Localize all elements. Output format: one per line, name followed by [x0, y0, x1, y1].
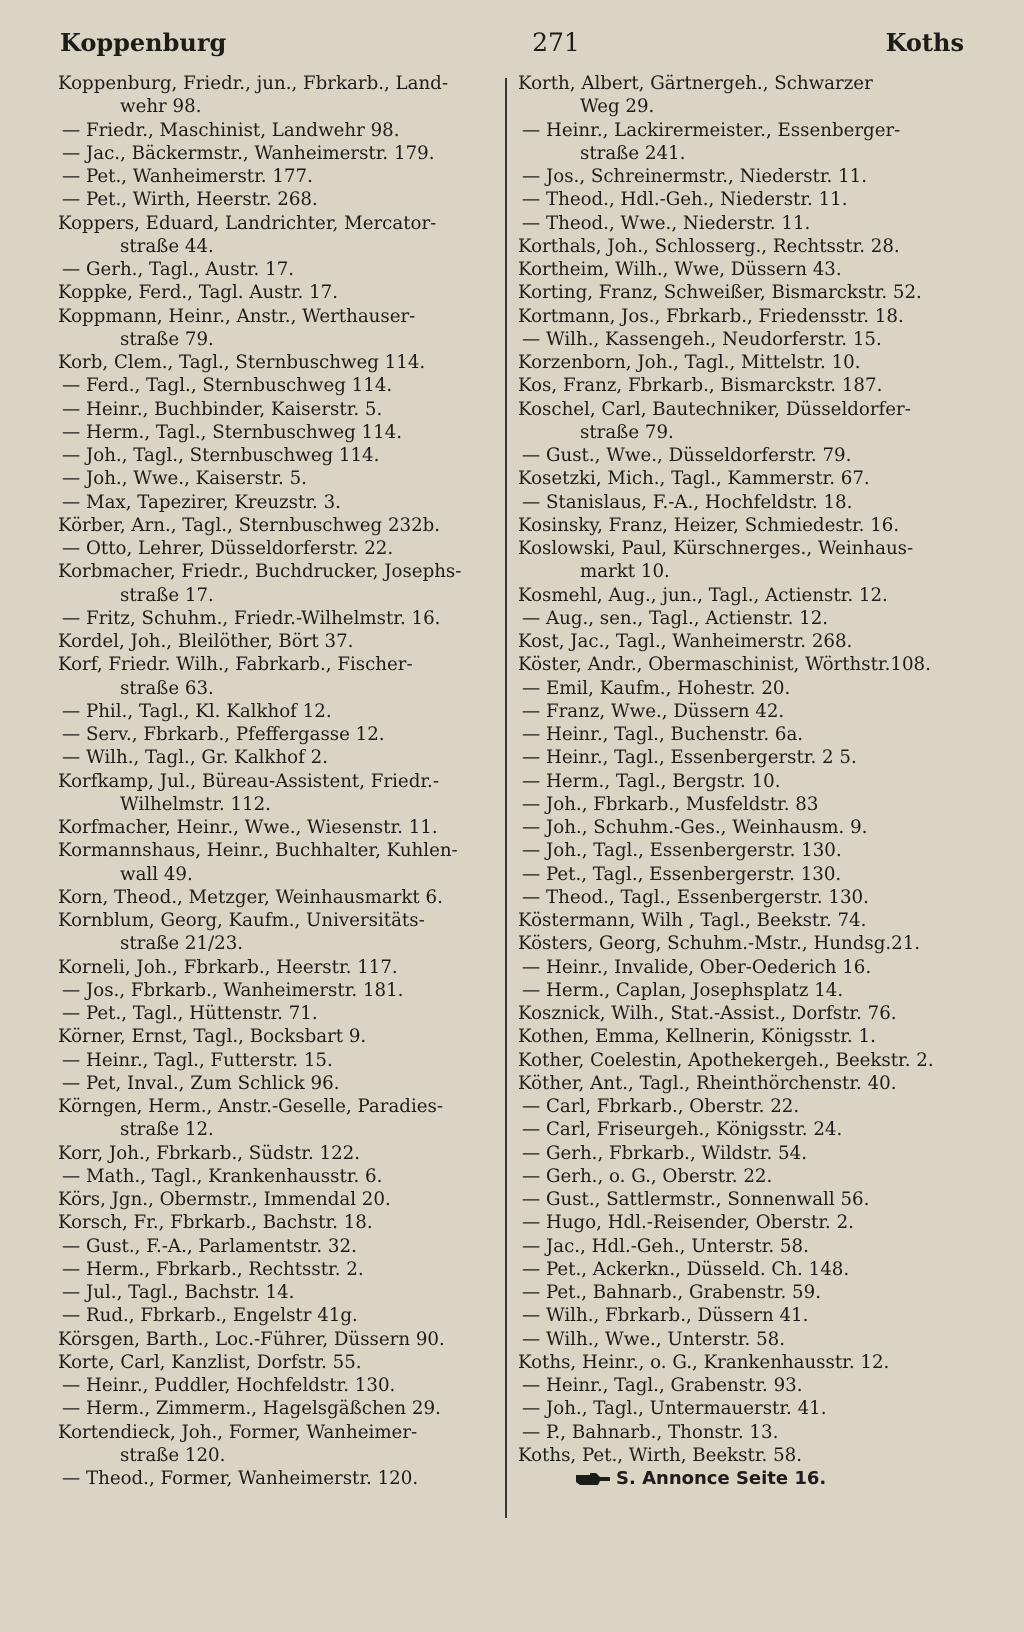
header-left-keyword: Koppenburg [60, 27, 227, 57]
right-column [518, 72, 958, 1490]
directory-entry: Koppmann, Heinr., Anstr., Werthauser- [58, 305, 416, 327]
directory-entry: — Fritz, Schuhm., Friedr.-Wilhelmstr. 16. [62, 607, 441, 629]
directory-entry: Kornblum, Georg, Kaufm., Universitäts- [58, 910, 425, 931]
page-number: 271 [532, 27, 580, 57]
directory-entry: — Heinr., Tagl., Buchenstr. 6a. [522, 724, 804, 745]
directory-entry: — Theod., Former, Wanheimerstr. 120. [62, 1468, 419, 1489]
directory-entry: Korfkamp, Jul., Büreau-Assistent, Friedr.- [58, 770, 439, 792]
directory-entry: — Pet., Tagl., Hüttenstr. 71. [62, 1003, 318, 1024]
directory-entry: — Max, Tapezirer, Kreuzstr. 3. [62, 491, 341, 513]
directory-entry: — Wilh., Tagl., Gr. Kalkhof 2. [62, 747, 328, 769]
directory-entry: Kordel, Joh., Bleilöther, Bört 37. [58, 631, 354, 652]
entry-continuation: straße 17. [120, 584, 214, 606]
directory-entry: Korte, Carl, Kanzlist, Dorfstr. 55. [58, 1351, 362, 1373]
directory-entry: — Heinr., Tagl., Essenbergerstr. 2 5. [522, 747, 857, 769]
directory-entry: — Carl, Friseurgeh., Königsstr. 24. [522, 1119, 843, 1141]
directory-entry: — Ferd., Tagl., Sternbuschweg 114. [62, 375, 393, 397]
directory-entry: — Franz, Wwe., Düssern 42. [522, 700, 785, 722]
directory-entry: Kother, Coelestin, Apothekergeh., Beekstr. 2. [518, 1049, 934, 1071]
directory-entry: Korr, Joh., Fbrkarb., Südstr. 122. [58, 1142, 361, 1164]
directory-entry: — Pet., Tagl., Essenbergerstr. 130. [522, 863, 842, 885]
directory-entry: — Jos., Schreinermstr., Niederstr. 11. [522, 166, 868, 187]
directory-entry: Kosmehl, Aug., jun., Tagl., Actienstr. 12. [518, 584, 888, 606]
directory-entry: Koths, Heinr., o. G., Krankenhausstr. 12. [518, 1351, 890, 1373]
directory-entry: — Math., Tagl., Krankenhausstr. 6. [62, 1165, 383, 1187]
directory-entry: — Joh., Tagl., Untermauerstr. 41. [522, 1398, 827, 1420]
directory-entry: — Herm., Zimmerm., Hagelsgäßchen 29. [62, 1398, 441, 1420]
directory-entry: — Pet., Ackerkn., Düsseld. Ch. 148. [522, 1258, 850, 1280]
directory-entry: Kösters, Georg, Schuhm.-Mstr., Hundsg.21. [518, 933, 921, 955]
directory-entry: — Wilh., Fbrkarb., Düssern 41. [522, 1305, 809, 1327]
directory-entry: — Joh., Wwe., Kaiserstr. 5. [62, 468, 307, 490]
directory-entry: Korzenborn, Joh., Tagl., Mittelstr. 10. [518, 352, 861, 373]
directory-entry: Korneli, Joh., Fbrkarb., Heerstr. 117. [58, 956, 398, 978]
directory-entry: — Serv., Fbrkarb., Pfeffergasse 12. [62, 724, 385, 745]
directory-entry: — Gust., F.-A., Parlamentstr. 32. [62, 1235, 357, 1257]
directory-entry: — Jac., Bäckermstr., Wanheimerstr. 179. [62, 142, 435, 164]
directory-entry: Kosznick, Wilh., Stat.-Assist., Dorfstr. 76. [518, 1003, 897, 1024]
directory-entry: Koslowski, Paul, Kürschnerges., Weinhaus- [518, 538, 914, 559]
directory-entry: — Theod., Tagl., Essenbergerstr. 130. [522, 886, 869, 908]
directory-entry: — Heinr., Tagl., Futterstr. 15. [62, 1049, 333, 1071]
entry-continuation: straße 21/23. [120, 933, 244, 955]
directory-entry: — Joh., Tagl., Sternbuschweg 114. [62, 445, 380, 466]
entry-continuation: wehr 98. [120, 96, 202, 118]
directory-entry: Kormannshaus, Heinr., Buchhalter, Kuhlen- [58, 840, 458, 862]
directory-entry: — Jac., Hdl.-Geh., Unterstr. 58. [522, 1235, 809, 1257]
directory-entry: — Heinr., Lackirermeister., Essenberger- [522, 119, 901, 141]
directory-entry: — Otto, Lehrer, Düsseldorferstr. 22. [62, 538, 394, 559]
directory-entry: — Theod., Hdl.-Geh., Niederstr. 11. [522, 189, 848, 211]
directory-entry: Köther, Ant., Tagl., Rheinthörchenstr. 40. [518, 1072, 897, 1094]
left-column [58, 72, 498, 1490]
entry-continuation: straße 120. [120, 1444, 226, 1466]
directory-entry: Koschel, Carl, Bautechniker, Düsseldorfer- [518, 398, 911, 420]
directory-entry: Köstermann, Wilh , Tagl., Beekstr. 74. [518, 910, 867, 931]
directory-entry: Körs, Jgn., Obermstr., Immendal 20. [58, 1189, 391, 1210]
directory-entry: — Friedr., Maschinist, Landwehr 98. [62, 119, 400, 141]
directory-entry: Koppke, Ferd., Tagl. Austr. 17. [58, 282, 339, 304]
directory-entry: — Heinr., Buchbinder, Kaiserstr. 5. [62, 398, 383, 420]
directory-entry: Köster, Andr., Obermaschinist, Wörthstr.108. [518, 654, 931, 676]
directory-entry: Kothen, Emma, Kellnerin, Königsstr. 1. [518, 1026, 876, 1048]
directory-entry: Korf, Friedr. Wilh., Fabrkarb., Fischer- [58, 654, 413, 676]
directory-entry: Kortendieck, Joh., Former, Wanheimer- [58, 1421, 418, 1443]
directory-entry: — Heinr., Tagl., Grabenstr. 93. [522, 1375, 803, 1396]
directory-entry: — Wilh., Kassengeh., Neudorferstr. 15. [522, 328, 882, 350]
directory-entry: — Gust., Sattlermstr., Sonnenwall 56. [522, 1189, 870, 1210]
directory-entry: Korn, Theod., Metzger, Weinhausmarkt 6. [58, 886, 443, 908]
entry-continuation: straße 241. [580, 142, 686, 164]
directory-entry: — Rud., Fbrkarb., Engelstr 41g. [62, 1305, 358, 1327]
directory-entry: Korthals, Joh., Schlosserg., Rechtsstr. 28. [518, 235, 900, 257]
directory-entry: — Heinr., Puddler, Hochfeldstr. 130. [62, 1375, 396, 1396]
entry-continuation: straße 79. [120, 328, 214, 350]
directory-entry: Kosetzki, Mich., Tagl., Kammerstr. 67. [518, 468, 870, 490]
directory-entry: — Gerh., Tagl., Austr. 17. [62, 259, 295, 280]
directory-entry: — Theod., Wwe., Niederstr. 11. [522, 212, 811, 234]
directory-entry: Korfmacher, Heinr., Wwe., Wiesenstr. 11. [58, 817, 438, 838]
column-divider [505, 78, 507, 1518]
directory-entry: — Herm., Fbrkarb., Rechtsstr. 2. [62, 1258, 364, 1280]
directory-entry: — Gerh., o. G., Oberstr. 22. [522, 1165, 773, 1187]
directory-entry: — Herm., Tagl., Bergstr. 10. [522, 770, 781, 792]
directory-entry: — Gerh., Fbrkarb., Wildstr. 54. [522, 1142, 807, 1164]
directory-entry: — Pet., Wirth, Heerstr. 268. [62, 189, 318, 211]
directory-entry: Körner, Ernst, Tagl., Bocksbart 9. [58, 1026, 367, 1048]
directory-entry: Koppers, Eduard, Landrichter, Mercator- [58, 212, 437, 234]
directory-entry: Korsch, Fr., Fbrkarb., Bachstr. 18. [58, 1212, 373, 1234]
directory-entry: — Wilh., Wwe., Unterstr. 58. [522, 1328, 786, 1350]
entry-continuation: straße 44. [120, 235, 214, 257]
directory-entry: Koppenburg, Friedr., jun., Fbrkarb., Land- [58, 73, 448, 94]
directory-entry: — Pet., Wanheimerstr. 177. [62, 166, 313, 187]
directory-entry: Kosinsky, Franz, Heizer, Schmiedestr. 16. [518, 514, 900, 536]
entry-continuation: straße 12. [120, 1119, 214, 1141]
directory-entry: — Joh., Schuhm.-Ges., Weinhausm. 9. [522, 817, 868, 838]
directory-entry: Körber, Arn., Tagl., Sternbuschweg 232b. [58, 514, 441, 536]
entry-continuation: straße 79. [580, 421, 674, 443]
directory-entry: — Herm., Tagl., Sternbuschweg 114. [62, 421, 403, 443]
directory-entry: — Pet, Inval., Zum Schlick 96. [62, 1072, 340, 1094]
directory-entry: — Herm., Caplan, Josephsplatz 14. [522, 979, 844, 1001]
directory-entry: Korb, Clem., Tagl., Sternbuschweg 114. [58, 352, 426, 373]
directory-entry: — Gust., Wwe., Düsseldorferstr. 79. [522, 445, 852, 466]
entry-continuation: Weg 29. [580, 96, 655, 118]
directory-entry: — Stanislaus, F.-A., Hochfeldstr. 18. [522, 491, 853, 513]
entry-continuation: Wilhelmstr. 112. [120, 793, 271, 815]
entry-continuation: straße 63. [120, 677, 214, 699]
directory-entry: — Jul., Tagl., Bachstr. 14. [62, 1282, 295, 1303]
directory-entry: — Joh., Fbrkarb., Musfeldstr. 83 [522, 793, 819, 815]
advert-reference [518, 1467, 958, 1490]
directory-entry: Korth, Albert, Gärtnergeh., Schwarzer [518, 73, 873, 94]
directory-entry: Körngen, Herm., Anstr.-Geselle, Paradies- [58, 1096, 444, 1117]
directory-entry: Kos, Franz, Fbrkarb., Bismarckstr. 187. [518, 375, 883, 397]
entry-continuation: markt 10. [580, 561, 670, 583]
directory-entry: — P., Bahnarb., Thonstr. 13. [522, 1421, 779, 1443]
advert-reference-text: S. Annonce Seite 16. [616, 1468, 827, 1489]
header-right-keyword: Koths [885, 27, 964, 57]
directory-entry: — Aug., sen., Tagl., Actienstr. 12. [522, 607, 829, 629]
directory-entry: — Phil., Tagl., Kl. Kalkhof 12. [62, 700, 332, 722]
directory-entry: Kortmann, Jos., Fbrkarb., Friedensstr. 18. [518, 305, 904, 327]
directory-entry: Korbmacher, Friedr., Buchdrucker, Josephs- [58, 561, 462, 583]
directory-entry: — Hugo, Hdl.-Reisender, Oberstr. 2. [522, 1212, 854, 1234]
directory-entry: — Heinr., Invalide, Ober-Oederich 16. [522, 956, 872, 978]
directory-entry: — Pet., Bahnarb., Grabenstr. 59. [522, 1282, 821, 1303]
pointing-hand-icon [576, 1472, 610, 1486]
directory-entry: Kost, Jac., Tagl., Wanheimerstr. 268. [518, 631, 853, 652]
directory-entry: — Joh., Tagl., Essenbergerstr. 130. [522, 840, 842, 862]
entry-continuation: wall 49. [120, 863, 193, 885]
directory-entry: — Carl, Fbrkarb., Oberstr. 22. [522, 1096, 800, 1117]
running-header [60, 22, 964, 62]
directory-entry: Körsgen, Barth., Loc.-Führer, Düssern 90. [58, 1328, 445, 1350]
directory-entry: Kortheim, Wilh., Wwe, Düssern 43. [518, 259, 842, 280]
directory-entry: Korting, Franz, Schweißer, Bismarckstr. 52. [518, 282, 922, 304]
directory-entry: — Emil, Kaufm., Hohestr. 20. [522, 677, 791, 699]
directory-entry: — Jos., Fbrkarb., Wanheimerstr. 181. [62, 979, 404, 1001]
directory-entry: Koths, Pet., Wirth, Beekstr. 58. [518, 1444, 803, 1466]
